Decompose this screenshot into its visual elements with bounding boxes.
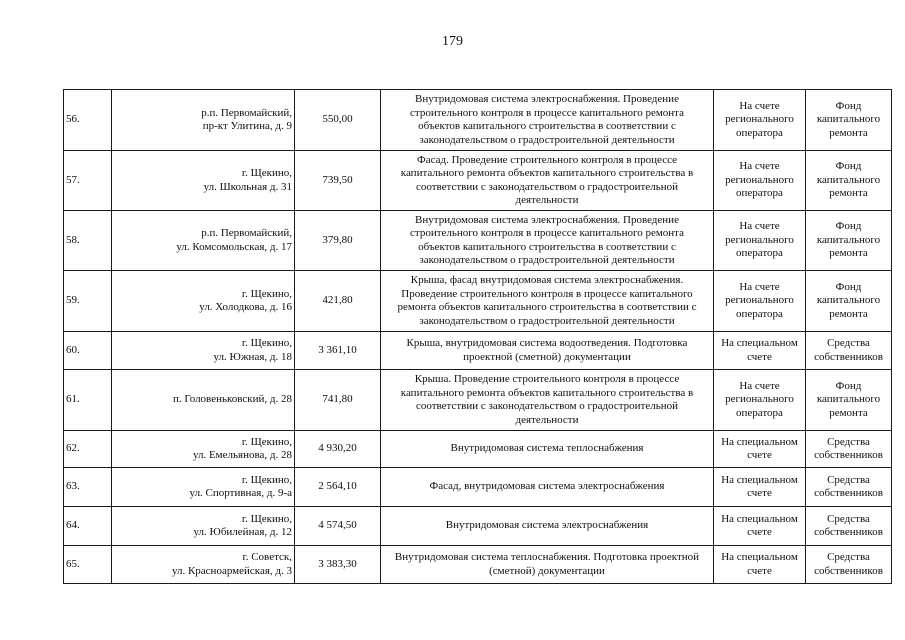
address-line: ул. Юбилейная, д. 12 [193,526,292,538]
cost-cell: 739,50 [295,151,381,211]
address-line: р.п. Первомайский, [201,106,292,119]
address-cell [112,90,295,151]
account-line: регионального [725,294,794,307]
row-number: 62. [64,431,112,468]
account-cell [714,507,806,546]
address-line: ул. Комсомольская, д. 17 [176,240,292,253]
address-line: ул. Красноармейская, д. 3 [171,564,292,577]
address-line: г. Щекино, [241,435,292,448]
address-line: р.п. Первомайский, [201,227,292,239]
account-cell [714,90,806,151]
table-row [64,507,892,546]
work-line: деятельности [515,194,579,206]
work-description-cell [381,271,714,332]
address-cell [112,370,295,431]
work-line: Внутридомовая система теплоснабжения [450,442,644,455]
source-line: капитального [816,173,881,186]
row-number: 56. [64,90,112,151]
funding-source-cell [806,211,892,271]
table-row [64,211,892,271]
account-cell [714,468,806,507]
address-cell [112,151,295,211]
cost-cell: 741,80 [295,370,381,431]
funding-source-cell [806,507,892,546]
address-cell [112,546,295,584]
account-line: счете [747,449,772,461]
address-line: г. Щекино, [241,337,292,349]
cost-cell: 4 574,50 [295,507,381,546]
work-line: (сметной) документации [489,564,605,577]
cost-cell: 2 564,10 [295,468,381,507]
account-line: На счете [739,99,780,112]
row-number: 59. [64,271,112,332]
source-line: ремонта [829,247,868,260]
account-line: На специальном [721,337,798,349]
account-line: На специальном [721,512,798,525]
work-line: Фасад, внутридомовая система электроснабжения [429,480,665,493]
account-line: На счете [739,379,780,392]
source-line: собственников [814,564,883,577]
work-line: строительного контроля в процессе капитального ремонта [410,106,684,119]
funding-source-cell [806,546,892,584]
source-line: капитального [816,113,881,126]
work-line: Внутридомовая система электроснабжения. Проведение [415,93,679,105]
table-row [64,546,892,584]
work-line: Крыша. Проведение строительного контроля в процессе [414,373,680,385]
work-line: законодательством о градостроительной деятельности [419,254,675,266]
table-row [64,431,892,468]
table-row [64,370,892,431]
funding-source-cell [806,431,892,468]
work-line: законодательством о градостроительной деятельности [419,133,675,146]
funding-source-cell [806,90,892,151]
work-line: деятельности [515,413,579,426]
address-line: г. Щекино, [241,512,292,525]
address-line: г. Щекино, [241,167,292,179]
account-line: оператора [736,307,783,320]
work-line: ремонта объектов капитального строительства в соответствии с [397,301,697,313]
row-number: 61. [64,370,112,431]
work-line: объектов капитального строительства в соответствии с [418,240,676,253]
source-line: капитального [816,294,881,307]
work-line: соответствии с законодательством о градостроительной [415,400,678,412]
account-line: оператора [736,406,783,419]
work-line: Фасад. Проведение строительного контроля в процессе [417,153,677,166]
work-description-cell [381,507,714,546]
account-cell [714,370,806,431]
address-line: ул. Холодкова, д. 16 [199,301,292,313]
account-line: счете [747,526,772,538]
account-line: счете [747,564,772,577]
table-row [64,332,892,370]
work-description-cell [381,431,714,468]
address-line: ул. Школьная д. 31 [203,180,292,193]
work-line: Крыша, фасад внутридомовая система электроснабжения. [410,274,684,286]
cost-cell: 4 930,20 [295,431,381,468]
work-line: законодательством о градостроительной деятельности [419,314,675,327]
row-number: 57. [64,151,112,211]
cost-cell: 379,80 [295,211,381,271]
page-number: 179 [442,34,463,49]
account-line: На специальном [721,551,798,563]
funding-source-cell [806,151,892,211]
work-line: Внутридомовая система электроснабжения [445,519,649,532]
work-line: Проведение строительного контроля в процессе капитального [401,287,693,300]
work-description-cell [381,332,714,370]
account-line: оператора [736,247,783,260]
source-line: ремонта [829,126,868,139]
table-body [64,90,892,584]
account-cell [714,211,806,271]
work-line: Крыша, внутридомовая система водоотведения. Подготовка [406,337,688,349]
source-line: собственников [814,350,883,363]
work-line: объектов капитального строительства в соответствии с [418,120,676,132]
source-line: ремонта [829,307,868,320]
source-line: Фонд [835,220,862,233]
source-line: ремонта [829,406,868,419]
work-line: капитального ремонта объектов капитального строительства в [400,167,694,179]
account-cell [714,546,806,584]
account-line: счете [747,487,772,499]
table-row [64,468,892,507]
source-line: Средства [827,337,870,349]
work-description-cell [381,211,714,271]
account-cell [714,151,806,211]
address-line: п. Головеньковский, д. 28 [172,393,292,406]
cost-cell: 421,80 [295,271,381,332]
work-line: Внутридомовая система теплоснабжения. Подготовка проектной [394,551,700,563]
account-cell [714,431,806,468]
row-number: 65. [64,546,112,584]
cost-cell: 3 361,10 [295,332,381,370]
work-line: капитального ремонта объектов капитального строительства в [400,386,694,399]
source-line: ремонта [829,187,868,200]
address-line: г. Щекино, [241,287,292,300]
source-line: Фонд [835,379,862,392]
cost-cell: 550,00 [295,90,381,151]
address-line: г. Щекино, [241,473,292,486]
row-number: 63. [64,468,112,507]
source-line: капитального [816,233,881,246]
account-line: На специальном [721,473,798,486]
account-cell [714,332,806,370]
cost-cell: 3 383,30 [295,546,381,584]
work-description-cell [381,468,714,507]
work-description-cell [381,370,714,431]
address-cell [112,507,295,546]
source-line: собственников [814,487,883,499]
address-cell [112,468,295,507]
work-line: строительного контроля в процессе капитального ремонта [410,227,684,239]
repair-program-table [63,89,892,584]
source-line: Фонд [835,280,862,293]
funding-source-cell [806,468,892,507]
table-row [64,151,892,211]
work-description-cell [381,151,714,211]
table-row [64,271,892,332]
row-number: 58. [64,211,112,271]
address-line: г. Советск, [242,551,292,563]
address-cell [112,431,295,468]
source-line: Средства [827,512,870,525]
account-line: оператора [736,126,783,139]
funding-source-cell [806,370,892,431]
source-line: Средства [827,551,870,563]
funding-source-cell [806,332,892,370]
address-line: ул. Южная, д. 18 [213,350,292,363]
source-line: капитального [816,393,881,406]
source-line: Средства [827,435,870,448]
address-cell [112,211,295,271]
source-line: собственников [814,526,883,538]
account-line: счете [747,350,772,363]
account-line: оператора [736,187,783,200]
account-line: регионального [725,113,794,126]
account-line: На счете [739,280,780,293]
work-line: соответствии с законодательством о градостроительной [415,180,678,193]
account-line: На счете [739,220,780,233]
account-line: регионального [725,233,794,246]
account-line: регионального [725,173,794,186]
account-cell [714,271,806,332]
table-row [64,90,892,151]
source-line: Средства [827,473,870,486]
row-number: 64. [64,507,112,546]
source-line: Фонд [835,99,862,112]
work-description-cell [381,546,714,584]
address-line: ул. Спортивная, д. 9-а [189,487,292,499]
row-number: 60. [64,332,112,370]
work-line: проектной (сметной) документации [463,350,631,363]
address-line: пр-кт Улитина, д. 9 [202,120,292,132]
source-line: Фонд [835,160,862,173]
work-description-cell [381,90,714,151]
address-cell [112,332,295,370]
funding-source-cell [806,271,892,332]
work-line: Внутридомовая система электроснабжения. Проведение [415,213,679,226]
account-line: регионального [725,393,794,406]
account-line: На счете [739,160,780,173]
address-line: ул. Емельянова, д. 28 [192,449,292,461]
source-line: собственников [814,449,883,461]
account-line: На специальном [721,435,798,448]
address-cell [112,271,295,332]
